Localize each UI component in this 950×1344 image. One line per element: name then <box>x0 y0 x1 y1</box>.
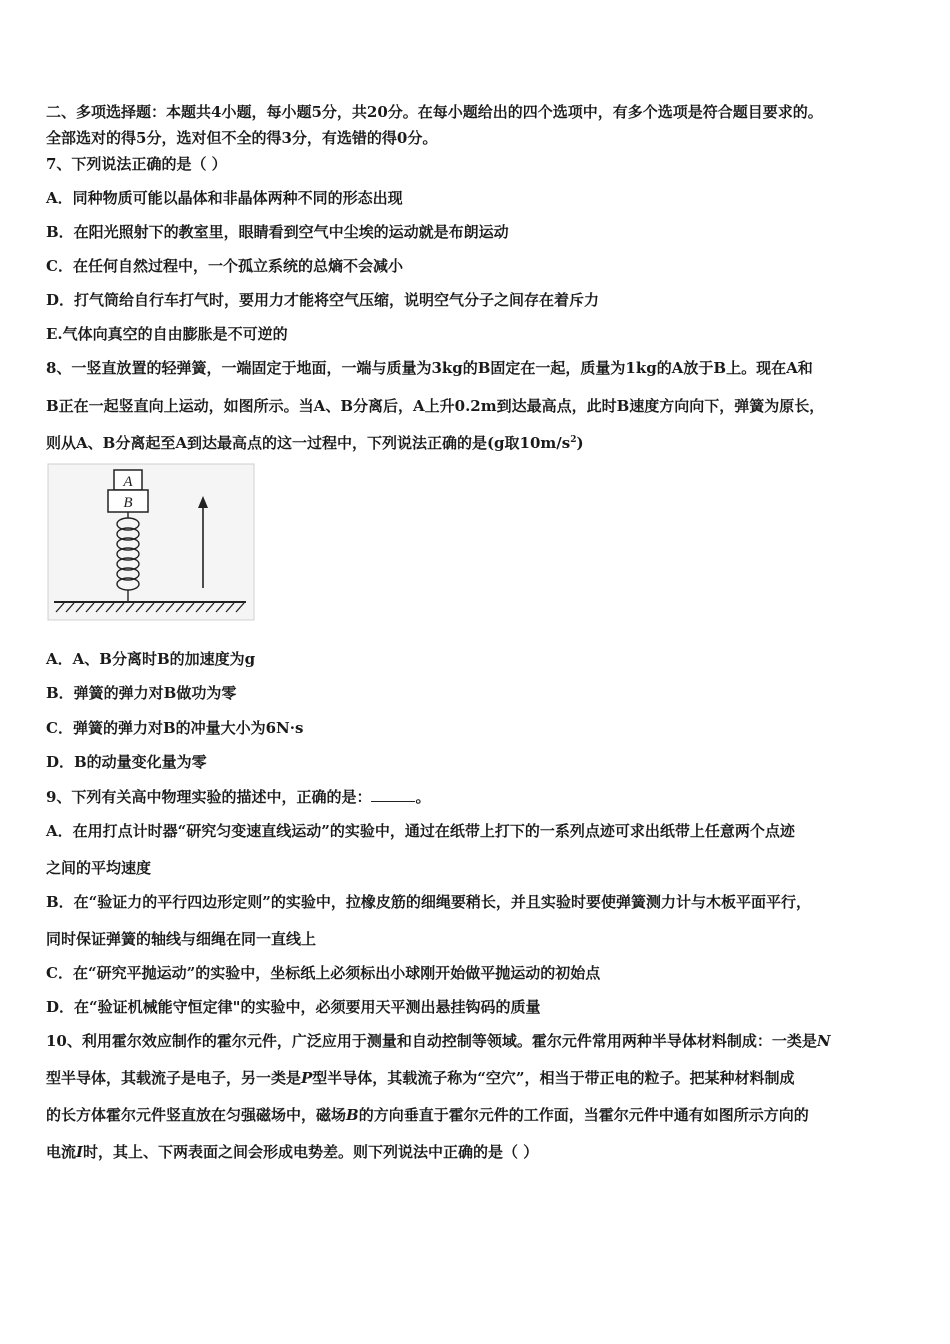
q7-option-c: C．在任何自然过程中，一个孤立系统的总熵不会减小 <box>46 257 403 275</box>
q9-stem: 9、下列有关高中物理实验的描述中，正确的是： 。 <box>46 788 431 806</box>
q8-stem-line3: 则从A、B分离起至A到达最高点的这一过程中，下列说法正确的是(g取$10m/s^2$) <box>46 434 584 452</box>
q10-line3: 的长方体霍尔元件竖直放在匀强磁场中，磁场B的方向垂直于霍尔元件的工作面，当霍尔元件中通有如图所示方向的 <box>46 1106 809 1124</box>
q7-option-d: D．打气筒给自行车打气时，要用力才能将空气压缩，说明空气分子之间存在着斥力 <box>46 291 600 309</box>
answer-blank <box>371 787 415 802</box>
q9-option-a-cont: 之间的平均速度 <box>46 859 152 877</box>
q10-line4: 电流I时，其上、下两表面之间会形成电势差。则下列说法中正确的是（ ） <box>46 1143 539 1161</box>
q9-option-c: C．在“研究平抛运动”的实验中，坐标纸上必须标出小球刚开始做平抛运动的初始点 <box>46 964 601 982</box>
q10-line2: 型半导体，其载流子是电子，另一类是P型半导体，其载流子称为“空穴”，相当于带正电的粒子。把某种材料制成 <box>46 1069 795 1087</box>
q8-option-b: B．弹簧的弹力对B做功为零 <box>46 684 237 702</box>
section-header-line2: 全部选对的得5分，选对但不全的得3分，有选错的得0分。 <box>46 129 438 147</box>
q9-option-d: D．在“验证机械能守恒定律"的实验中，必须要用天平测出悬挂钩码的质量 <box>46 998 541 1016</box>
block-b-label: B <box>123 495 133 511</box>
block-a-label: A <box>123 474 133 490</box>
q7-option-e: E.气体向真空的自由膨胀是不可逆的 <box>46 325 288 343</box>
q9-option-b-cont: 同时保证弹簧的轴线与细绳在同一直线上 <box>46 930 317 948</box>
spring-diagram <box>46 462 256 622</box>
q10-line1: 10、利用霍尔效应制作的霍尔元件，广泛应用于测量和自动控制等领域。霍尔元件常用两种半导体材料制成：一类是N <box>46 1032 831 1050</box>
q9-option-a: A．在用打点计时器“研究匀变速直线运动”的实验中，通过在纸带上打下的一系列点迹可求出纸带上任意两个点迹 <box>46 822 795 840</box>
q8-option-d: D．B的动量变化量为零 <box>46 753 207 771</box>
section-header-line1: 二、多项选择题：本题共4小题，每小题5分，共20分。在每小题给出的四个选项中，有多个选项是符合题目要求的。 <box>46 103 823 121</box>
q8-stem-line2: B正在一起竖直向上运动，如图所示。当A、B分离后，A上升0.2m到达最高点，此时B速度方向向下，弹簧为原长， <box>46 397 825 415</box>
q9-option-b: B．在“验证力的平行四边形定则”的实验中，拉橡皮筋的细绳要稍长，并且实验时要使弹簧测力计与木板平面平行， <box>46 893 811 911</box>
q8-option-c: C．弹簧的弹力对B的冲量大小为6N·s <box>46 719 304 737</box>
q8-option-a: A．A、B分离时B的加速度为g <box>46 650 256 668</box>
q7-option-a: A．同种物质可能以晶体和非晶体两种不同的形态出现 <box>46 189 403 207</box>
spring-block-figure <box>46 462 256 622</box>
q8-stem-line1: 8、一竖直放置的轻弹簧，一端固定于地面，一端与质量为3kg的B固定在一起，质量为1kg的A放于B上。现在A和 <box>46 359 813 377</box>
q7-stem: 7、下列说法正确的是（ ） <box>46 155 227 173</box>
q7-option-b: B．在阳光照射下的教室里，眼睛看到空气中尘埃的运动就是布朗运动 <box>46 223 509 241</box>
